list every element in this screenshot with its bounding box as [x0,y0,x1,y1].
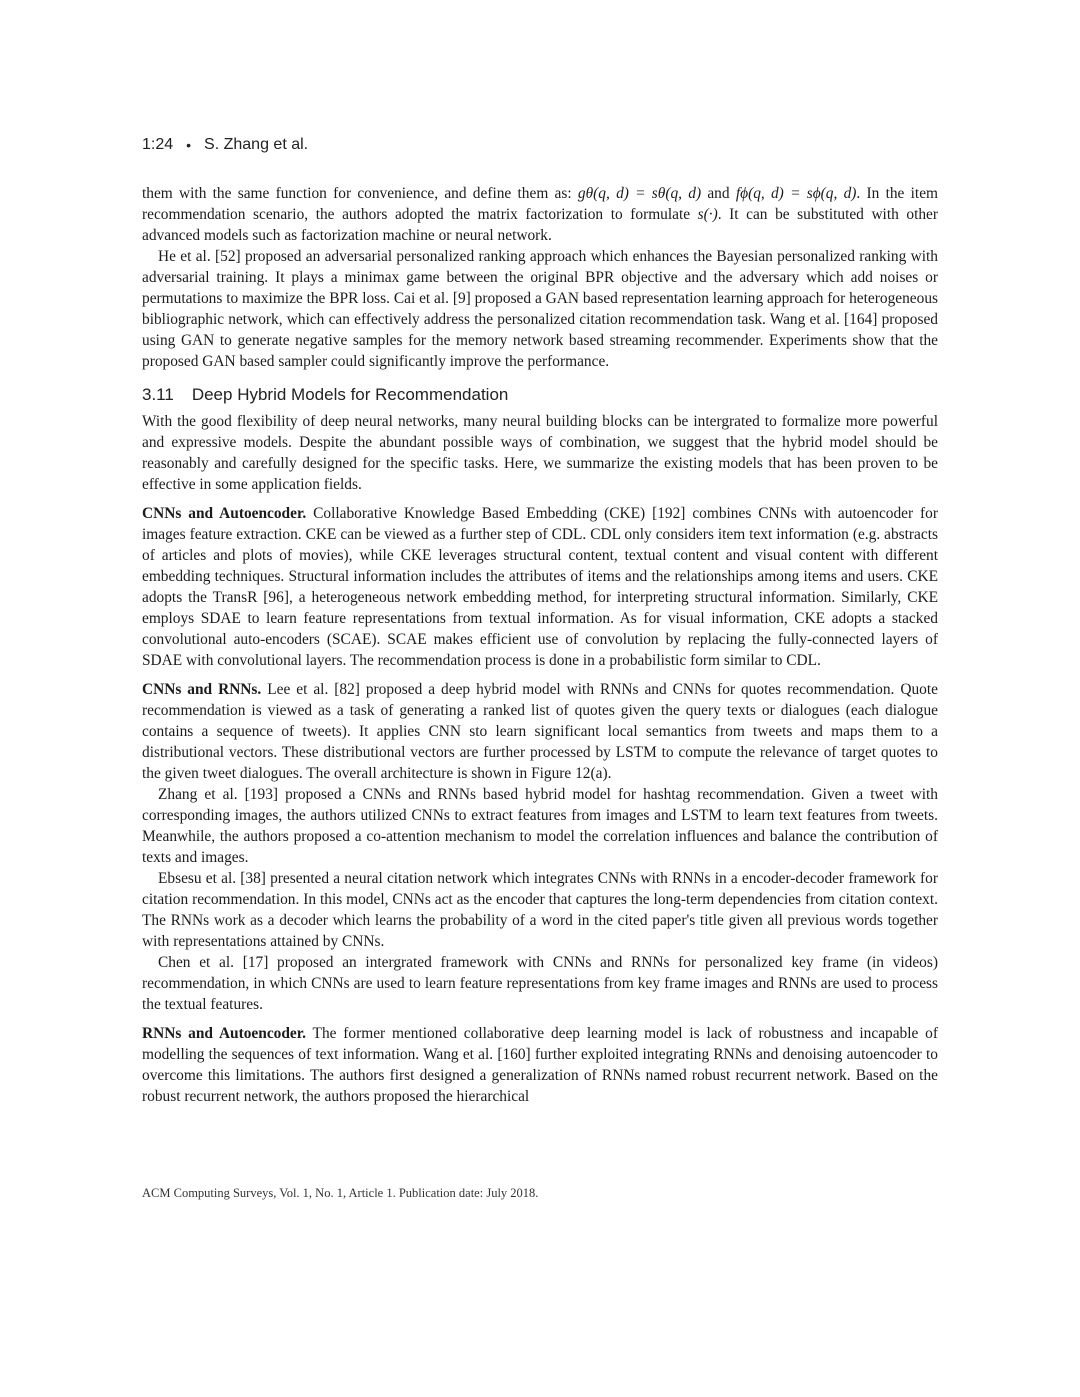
footer-citation: ACM Computing Surveys, Vol. 1, No. 1, Article 1. Publication date: July 2018. [142,1186,539,1200]
paragraph-cnns-autoencoder [142,503,938,671]
paragraph-cnns-rnns [142,679,938,784]
paragraph-continued [142,183,938,246]
body-text [142,183,938,1107]
page-number: 1:24 [142,136,174,153]
text-run: and [701,185,736,202]
section-title: Deep Hybrid Models for Recommendation [191,385,509,404]
math-f-phi: fϕ(q, d) = sϕ(q, d) [735,185,857,202]
math-g-theta: gθ(q, d) = sθ(q, d) [577,185,702,202]
paragraph-he-et-al: He et al. [52] proposed an adversarial personalized ranking approach which enhances the Bayesian personalized ranking with adversarial training. It plays a minimax game between the original BPR objective and the adversary which add noises or permutations to maximize the BPR loss. Cai et al. [9] proposed a GAN based representation learning approach for heterogeneous bibliographic network, which can effectively address the personalized citation recommendation task. Wang et al. [164] proposed using GAN to generate negative samples for the memory network based streaming recommender. Experiments show that the proposed GAN based sampler could significantly improve the performance. [142,248,938,370]
section-heading [142,384,938,406]
text-run: . It can be substituted with other advanced models such as factorization machine or neural network. [142,206,939,244]
math-s-dot: s(·) [697,206,718,223]
header-separator: • [186,137,192,153]
run-in-heading: CNNs and Autoencoder. [142,505,307,522]
paragraph-ebsesu-et-al: Ebsesu et al. [38] presented a neural citation network which integrates CNNs with RNNs in a encoder-decoder framework for citation recommendation. In this model, CNNs act as the encoder that captures the long-term dependencies from citation context. The RNNs work as a decoder which learns the probability of a word in the cited paper's title given all previous words together with representations attained by CNNs. [142,870,938,950]
text-run: Collaborative Knowledge Based Embedding (CKE) [192] combines CNNs with autoencoder for images feature extraction. CKE can be viewed as a further step of CDL. CDL only considers item text information (e.g. abstracts of articles and plots of movies), while CKE leverages structural content, textual content and visual content with different embedding techniques. Structural information includes the attributes of items and the relationships among items and users. CKE adopts the TransR [96], a heterogeneous network embedding method, for interpreting structural information. Similarly, CKE employs SDAE to learn feature representations from textual information. As for visual information, CKE adopts a stacked convolutional auto-encoders (SCAE). SCAE makes efficient use of convolution by replacing the fully-connected layers of SDAE with convolutional layers. The recommendation process is done in a probabilistic form similar to CDL. [142,505,938,669]
run-in-heading: CNNs and RNNs. [142,681,262,698]
text-run: Lee et al. [82] proposed a deep hybrid model with RNNs and CNNs for quotes recommendation. Quote recommendation is viewed as a task of generating a ranked list of quotes given the query texts or dialogues (each dialogue contains a sequence of tweets). It applies CNN sto learn significant local semantics from tweets and maps them to a distributional vectors. These distributional vectors are further processed by LSTM to compute the relevance of target quotes to the given tweet dialogues. The overall architecture is shown in Figure 12(a). [142,681,938,782]
paragraph-chen-et-al: Chen et al. [17] proposed an intergrated framework with CNNs and RNNs for personalized key frame (in videos) recommendation, in which CNNs are used to learn feature representations from key frame images and RNNs are used to process the textual features. [142,954,938,1013]
paragraph-zhang-et-al: Zhang et al. [193] proposed a CNNs and RNNs based hybrid model for hashtag recommendation. Given a tweet with corresponding images, the authors utilized CNNs to extract features from images and LSTM to learn text features from tweets. Meanwhile, the authors proposed a co-attention mechanism to model the correlation influences and balance the contribution of texts and images. [142,786,938,866]
header-authors: S. Zhang et al. [204,136,309,153]
run-in-heading: RNNs and Autoencoder. [142,1025,307,1042]
text-run: them with the same function for convenience, and define them as: [142,185,578,202]
text-run: . In the item recommendation scenario, the authors adopted the matrix factorization to formulate [142,185,938,223]
section-number: 3.11 [142,385,174,404]
paragraph-rnns-autoencoder [142,1023,938,1107]
text-run: The former mentioned collaborative deep learning model is lack of robustness and incapable of modelling the sequences of text information. Wang et al. [160] further exploited integrating RNNs and denoising autoencoder to overcome this limitations. The authors first designed a generalization of RNNs named robust recurrent network. Based on the robust recurrent network, the authors proposed the hierarchical [142,1025,938,1105]
running-head [142,136,308,154]
paragraph-hybrid-intro: With the good flexibility of deep neural networks, many neural building blocks can be intergrated to formalize more powerful and expressive models. Despite the abundant possible ways of combination, we suggest that the hybrid model should be reasonably and carefully designed for the specific tasks. Here, we summarize the existing models that has been proven to be effective in some application fields. [142,413,938,493]
